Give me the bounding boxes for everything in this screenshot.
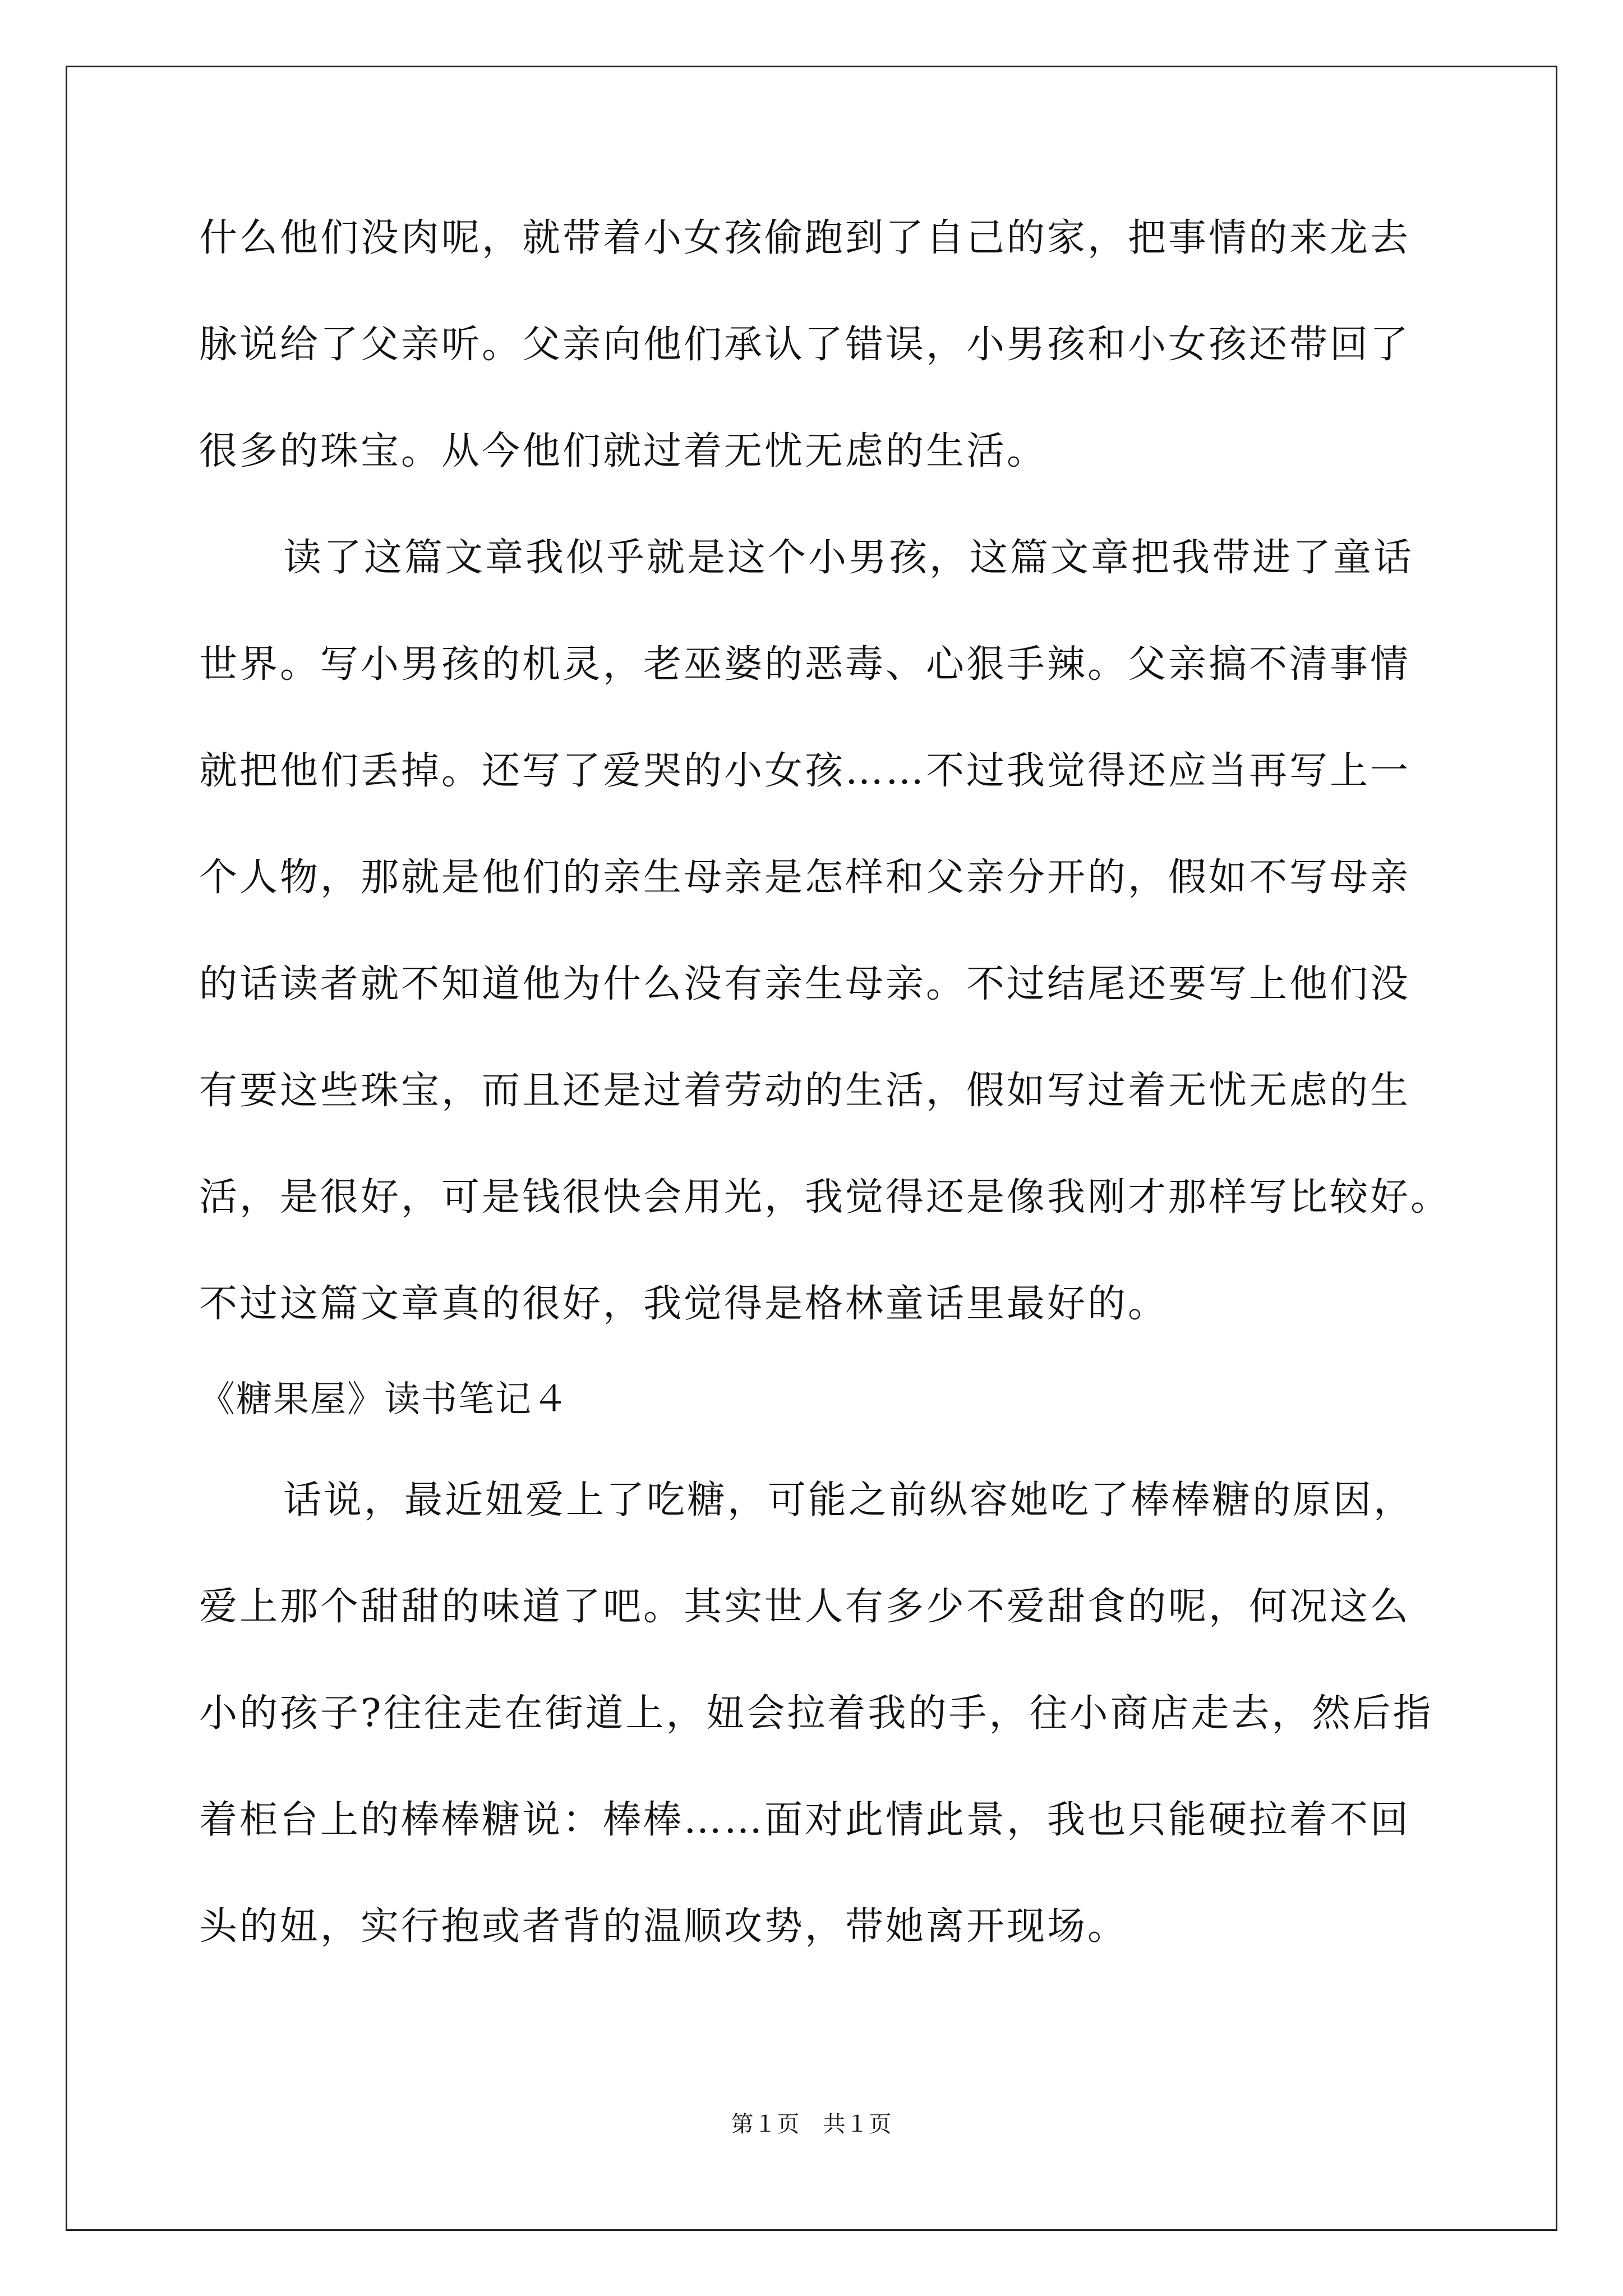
text-line: 的话读者就不知道他为什么没有亲生母亲。不过结尾还要写上他们没 xyxy=(199,962,1411,1006)
text-line: 头的妞，实行抱或者背的温顺攻势，带她离开现场。 xyxy=(199,1904,1128,1949)
text-line: 有要这些珠宝，而且还是过着劳动的生活，假如写过着无忧无虑的生 xyxy=(199,1069,1411,1113)
text-line: 不过这篇文章真的很好，我觉得是格林童话里最好的。 xyxy=(199,1282,1169,1326)
paragraph-first-line: 话说，最近妞爱上了吃糖，可能之前纵容她吃了棒棒糖的原因， xyxy=(283,1478,1414,1522)
text-line: 小的孩子?往往走在街道上，妞会拉着我的手，往小商店走去，然后指 xyxy=(199,1691,1433,1736)
paragraph-first-line: 读了这篇文章我似乎就是这个小男孩，这篇文章把我带进了童话 xyxy=(283,536,1414,580)
section-title: 《糖果屋》读书笔记４ xyxy=(199,1379,569,1420)
text-line: 个人物，那就是他们的亲生母亲是怎样和父亲分开的，假如不写母亲 xyxy=(199,855,1411,900)
text-line: 世界。写小男孩的机灵，老巫婆的恶毒、心狠手辣。父亲搞不清事情 xyxy=(199,642,1411,687)
text-line: 活，是很好，可是钱很快会用光，我觉得还是像我刚才那样写比较好。 xyxy=(199,1175,1451,1220)
text-line: 很多的珠宝。从今他们就过着无忧无虑的生活。 xyxy=(199,429,1048,473)
page-number: 第１页 共１页 xyxy=(731,2111,892,2137)
text-line: 脉说给了父亲听。父亲向他们承认了错误，小男孩和小女孩还带回了 xyxy=(199,323,1411,367)
text-line: 爱上那个甜甜的味道了吧。其实世人有多少不爱甜食的呢，何况这么 xyxy=(199,1585,1411,1629)
text-line: 就把他们丢掉。还写了爱哭的小女孩……不过我觉得还应当再写上一 xyxy=(199,749,1411,793)
text-line: 什么他们没肉呢，就带着小女孩偷跑到了自己的家，把事情的来龙去 xyxy=(199,216,1411,260)
text-line: 着柜台上的棒棒糖说：棒棒……面对此情此景，我也只能硬拉着不回 xyxy=(199,1798,1411,1842)
